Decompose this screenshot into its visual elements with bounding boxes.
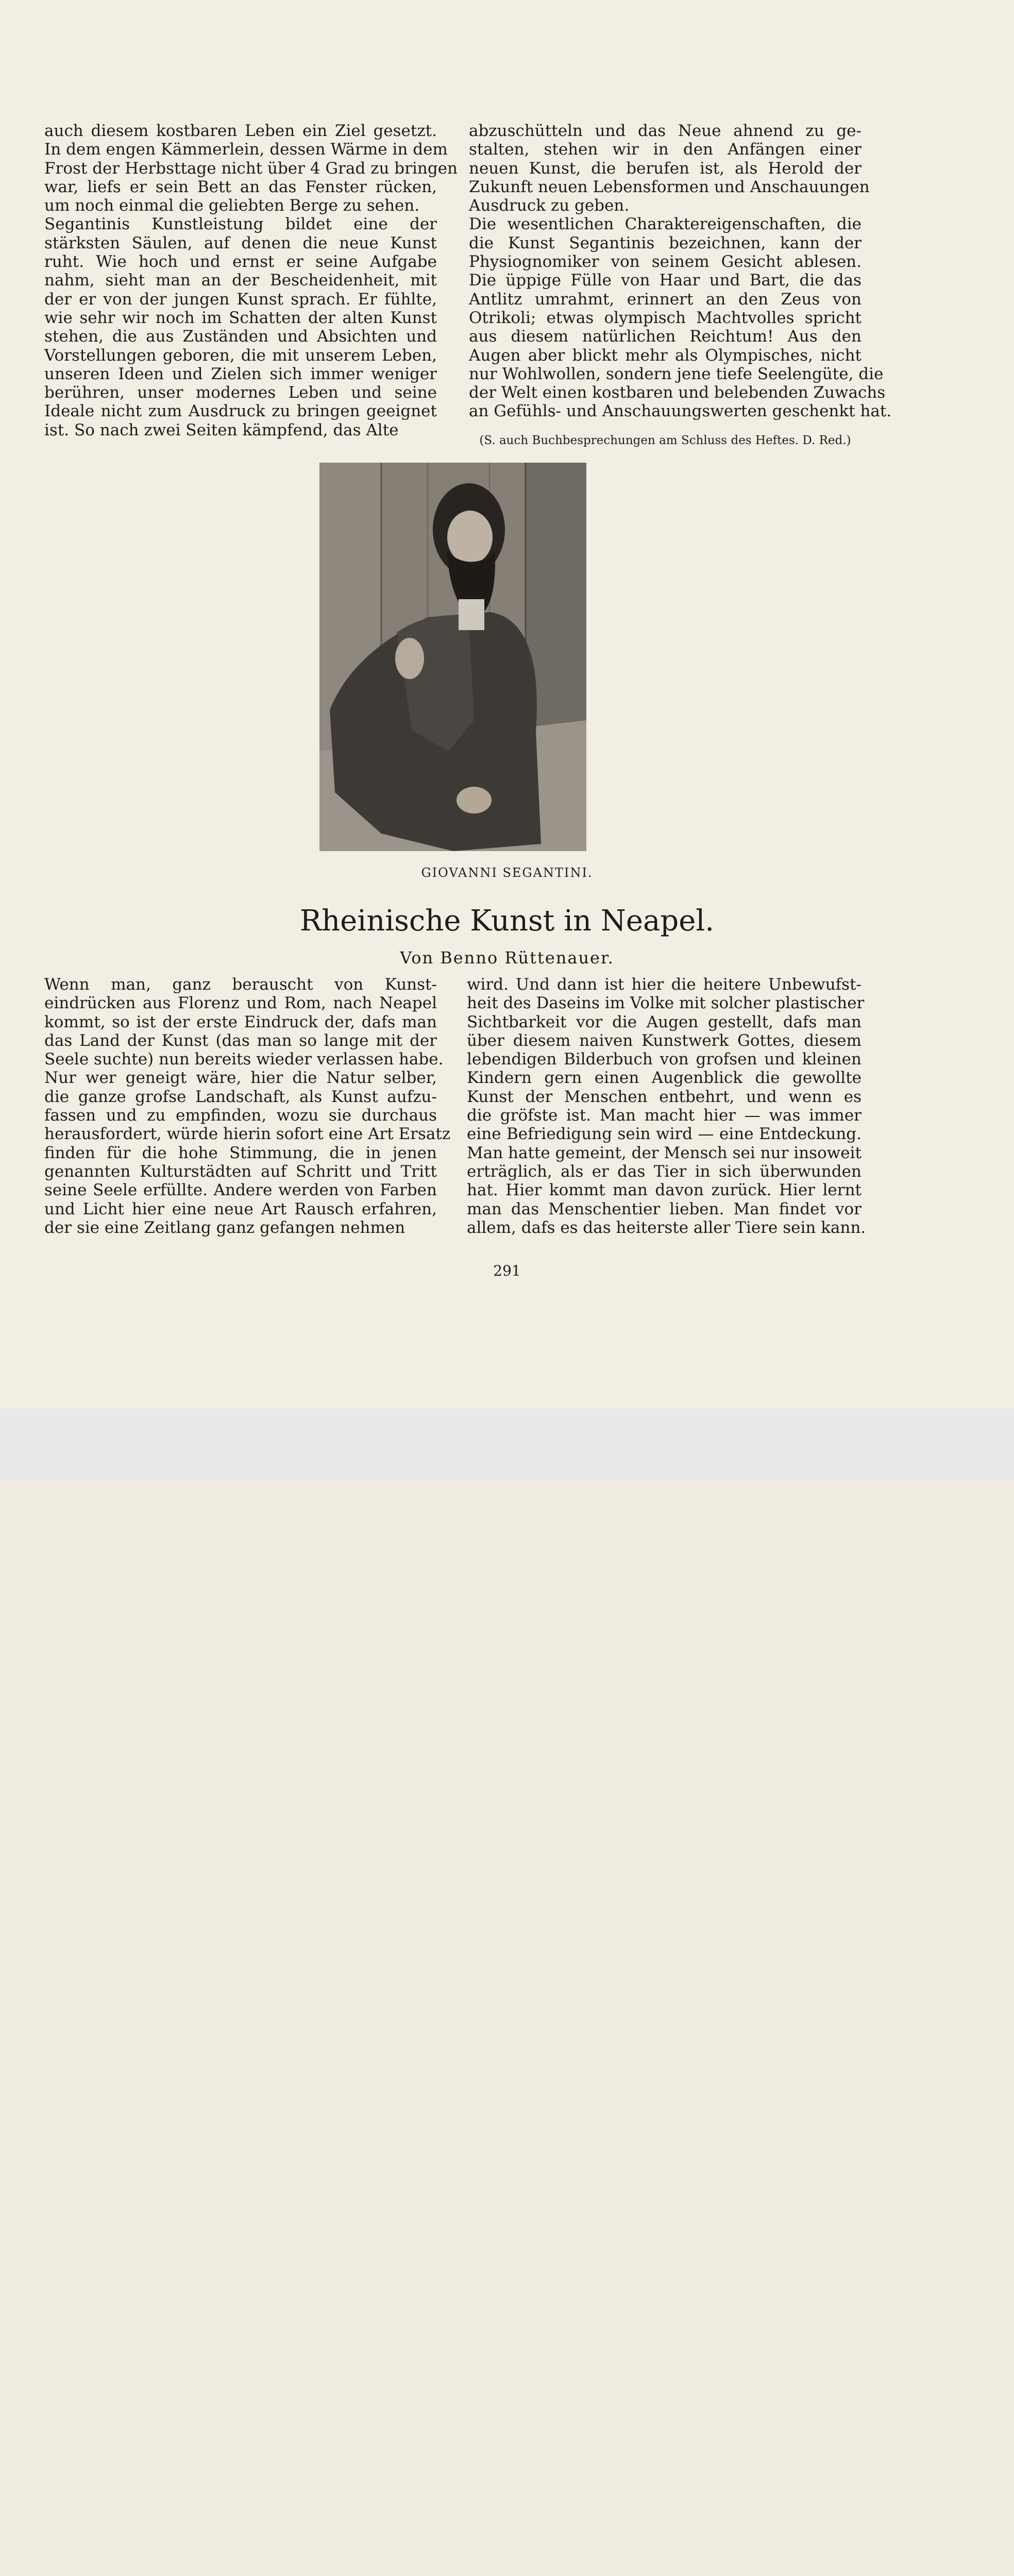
text-line: Ausdruck zu geben. [469,196,630,215]
editor-note: (S. auch Buchbesprechungen am Schluss des Heftes. D. Red.) [479,434,851,447]
text-line: über diesem naiven Kunstwerk Gottes, diesem [467,1031,861,1050]
text-column-top-left [44,122,458,439]
text-line: neuen Kunst, die berufen ist, als Herold der [469,159,861,178]
text-line: ruht. Wie hoch und ernst er seine Aufgabe [44,252,437,272]
text-line: Nur wer geneigt wäre, hier die Natur selber, [44,1069,437,1088]
text-line: der er von der jungen Kunst sprach. Er fühlte, [44,290,437,309]
text-line: In dem engen Kämmerlein, dessen Wärme in dem [44,140,448,159]
portrait-photo [319,463,586,851]
text-column-top-right [469,122,892,421]
photo-caption: GIOVANNI SEGANTINI. [421,866,593,880]
text-line: nur Wohlwollen, sondern jene tiefe Seelengüte, die [469,364,884,383]
text-line: Kunst der Menschen entbehrt, und wenn es [467,1087,861,1106]
text-line: ist. So nach zwei Seiten kämpfend, das Alte [44,420,399,439]
text-line: der Welt einen kostbaren und belebenden Zuwachs [469,383,886,402]
text-line: war, liefs er sein Bett an das Fenster rücken, [44,177,437,196]
text-line: heit des Daseins im Volke mit solcher plastischer [467,994,865,1013]
text-line: stalten, stehen wir in den Anfängen einer [469,140,861,159]
text-line: Zukunft neuen Lebensformen und Anschauungen [469,177,870,196]
text-line: hat. Hier kommt man davon zurück. Hier lernt [467,1181,861,1200]
text-line: Seele suchte) nun bereits wieder verlassen habe. [44,1050,444,1069]
text-line: Segantinis Kunstleistung bildet eine der [44,215,437,234]
text-line: Die wesentlichen Charaktereigenschaften, die [469,215,861,234]
text-line: fassen und zu empfinden, wozu sie durchaus [44,1106,437,1125]
text-line: an Gefühls- und Anschauungswerten geschenkt hat. [469,402,892,421]
text-line: Vorstellungen geboren, die mit unserem Leben, [44,346,437,365]
text-line: Man hatte gemeint, der Mensch sei nur insoweit [467,1143,861,1162]
text-line: genannten Kulturstädten auf Schritt und Tritt [44,1162,437,1181]
page-number: 291 [493,1262,521,1279]
text-line: kommt, so ist der erste Eindruck der, dafs man [44,1012,437,1031]
text-line: Kindern gern einen Augenblick die gewollte [467,1069,861,1088]
text-line: allem, dafs es das heiterste aller Tiere sein kann. [467,1218,866,1237]
text-line: nahm, sieht man an der Bescheidenheit, mit [44,271,437,290]
text-line: Ideale nicht zum Ausdruck zu bringen geeignet [44,402,437,421]
text-line: herausfordert, würde hierin sofort eine Art Ersatz [44,1125,451,1144]
article-title: Rheinische Kunst in Neapel. [299,904,715,938]
text-line: Die üppige Fülle von Haar und Bart, die das [469,271,861,290]
text-column-bottom-right [467,975,866,1237]
text-line: wird. Und dann ist hier die heitere Unbewufst- [467,975,861,994]
text-line: unseren Ideen und Zielen sich immer weniger [44,364,437,383]
text-line: Augen aber blickt mehr als Olympisches, nicht [469,346,861,365]
text-line: die gröfste ist. Man macht hier — was immer [467,1106,861,1125]
text-line: seine Seele erfüllte. Andere werden von Farben [44,1181,437,1200]
text-line: man das Menschentier lieben. Man findet vor [467,1199,861,1218]
text-line: abzuschütteln und das Neue ahnend zu ge- [469,122,861,140]
text-line: eindrücken aus Florenz und Rom, nach Neapel [44,994,437,1013]
text-line: um noch einmal die geliebten Berge zu sehen. [44,196,420,215]
text-line: finden für die hohe Stimmung, die in jenen [44,1143,437,1162]
portrait-illustration [319,463,586,851]
text-line: Otrikoli; etwas olympisch Machtvolles spricht [469,308,861,327]
text-line: stärksten Säulen, auf denen die neue Kunst [44,233,437,252]
text-line: Sichtbarkeit vor die Augen gestellt, dafs man [467,1012,861,1031]
text-line: berühren, unser modernes Leben und seine [44,383,437,402]
text-line: erträglich, als er das Tier in sich überwunden [467,1162,861,1181]
text-line: die ganze grofse Landschaft, als Kunst aufzu- [44,1087,437,1106]
text-line: Frost der Herbsttage nicht über 4 Grad zu bringen [44,159,458,178]
text-line: das Land der Kunst (das man so lange mit der [44,1031,437,1050]
text-line: auch diesem kostbaren Leben ein Ziel gesetzt. [44,122,437,140]
text-line: und Licht hier eine neue Art Rausch erfahren, [44,1199,437,1218]
text-line: die Kunst Segantinis bezeichnen, kann der [469,233,861,252]
text-line: Antlitz umrahmt, erinnert an den Zeus von [469,290,861,309]
text-line: Wenn man, ganz berauscht von Kunst- [44,975,437,994]
text-line: stehen, die aus Zuständen und Absichten und [44,327,437,346]
text-line: der sie eine Zeitlang ganz gefangen nehmen [44,1218,405,1237]
text-line: eine Befriedigung sein wird — eine Entdeckung. [467,1125,861,1144]
digitization-footer [0,1409,1014,1480]
text-line: aus diesem natürlichen Reichtum! Aus den [469,327,861,346]
text-column-bottom-left [44,975,451,1237]
text-line: Physiognomiker von seinem Gesicht ablesen. [469,252,861,272]
article-byline: Von Benno Rüttenauer. [400,948,614,968]
text-line: lebendigen Bilderbuch von grofsen und kleinen [467,1050,861,1069]
text-line: wie sehr wir noch im Schatten der alten Kunst [44,308,437,327]
